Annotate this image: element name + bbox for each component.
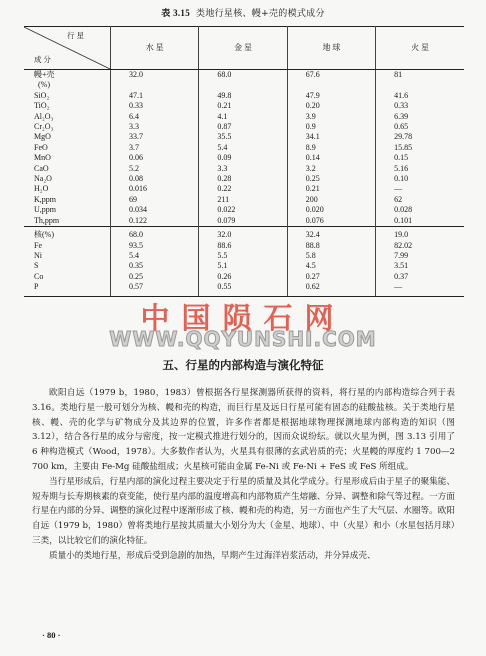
table-cell: 0.09 <box>199 153 287 163</box>
row-label <box>24 122 111 132</box>
row-label-text: SiO₂ <box>34 90 50 100</box>
table-caption <box>0 6 486 19</box>
table-cell: 0.016 <box>111 184 199 194</box>
table-row <box>24 132 464 142</box>
table-cell: 34.1 <box>287 132 375 142</box>
table-cell: — <box>376 282 464 296</box>
row-label-text: CaO <box>34 163 49 173</box>
table-row <box>24 184 464 194</box>
row-label-text: MgO <box>34 132 51 142</box>
table-cell: 0.028 <box>394 205 413 215</box>
table-cell: 67.6 <box>287 70 375 91</box>
table-row <box>24 101 464 111</box>
table-cell: 0.22 <box>199 184 287 194</box>
table-cell: 41.6 <box>394 90 409 100</box>
row-label <box>24 205 111 215</box>
table-row <box>24 251 464 261</box>
table-row <box>24 282 464 296</box>
row-label-text: MnO <box>34 153 51 163</box>
row-label <box>24 153 111 163</box>
row-label-text: Fe <box>34 240 42 250</box>
table-cell: 3.2 <box>287 164 375 174</box>
row-label <box>24 227 111 241</box>
table-corner-header <box>24 27 111 70</box>
row-label <box>24 70 111 91</box>
table-cell: 82.02 <box>394 240 413 250</box>
row-label <box>24 91 111 101</box>
table-cell: 5.1 <box>199 261 287 271</box>
table-cell: 0.33 <box>111 101 199 111</box>
core-section <box>24 227 464 296</box>
table-row <box>24 70 464 91</box>
table-cell: 3.51 <box>394 261 409 271</box>
table-row <box>24 164 464 174</box>
table-cell: 4.1 <box>199 112 287 122</box>
table-cell: 0.21 <box>199 101 287 111</box>
table-row <box>24 174 464 184</box>
row-label-text: Na₂O <box>34 174 52 184</box>
table-cell: 200 <box>287 195 375 205</box>
table-row <box>24 153 464 163</box>
table-cell: 0.08 <box>111 174 199 184</box>
table-row <box>24 122 464 132</box>
row-label-text: FeO <box>34 142 48 152</box>
paragraph: 欧阳自远（1979 b，1980，1983）曾根据各行星探测器所获得的资料，将行星的内部构造综合列于表 3.16。类地行星一般可划分为核、幔和壳的构造，而巨行星及远日行星可能有固态的硅酸盐核。关于类地行星核、幔、壳的化学与矿物成分及其边界的位置，许多作者都是根据地球物理探测地球内部构造的知识（图 3.12），结合各行星的成分与密度，按一定模式推进行划分的，因而众说纷纭。就以火星为例，图 3.13 引用了 6 种构造模式（Wood，1978）。大多数作者认为，火星具有很薄的玄武岩质的壳；火星幔的厚度约 1 700—2 700 km，主要由 Fe-Mg 硅酸盐组成；火星核可能由金属 Fe-Ni 或 Fe-Ni + FeS 或 FeS 所组成。 <box>32 388 455 472</box>
table-cell: 0.57 <box>111 282 199 296</box>
table-cell: 5.5 <box>199 251 287 261</box>
table-cell: 0.87 <box>199 122 287 132</box>
table-cell: 32.0 <box>199 227 287 241</box>
watermark-url: WWW.QQYUNSHI.COM <box>109 327 377 351</box>
row-label <box>24 241 111 251</box>
table-cell: 0.122 <box>111 216 199 227</box>
row-label <box>24 184 111 194</box>
table-cell: 32.0 <box>111 70 199 91</box>
page-number: · 80 · <box>42 630 61 640</box>
table-cell: 32.4 <box>287 227 375 241</box>
table-cell: 0.37 <box>394 271 409 281</box>
table-row <box>24 261 464 271</box>
table-cell: 0.25 <box>111 272 199 282</box>
table-cell: 0.034 <box>111 205 199 215</box>
table-cell: 68.0 <box>199 70 287 91</box>
table-cell: 7.99 <box>394 250 409 260</box>
table-cell: 3.3 <box>199 164 287 174</box>
column-header-mars: 火 星 <box>376 27 464 70</box>
table-cell: 3.3 <box>111 122 199 132</box>
row-label <box>24 164 111 174</box>
table-cell: 88.8 <box>287 241 375 251</box>
row-label-text: P <box>34 282 39 292</box>
section-heading: 五、行星的内部构造与演化特征 <box>162 358 324 372</box>
table-cell: 47.9 <box>287 91 375 101</box>
row-label <box>24 174 111 184</box>
table-cell: 4.5 <box>287 261 375 271</box>
table-cell: 211 <box>199 195 287 205</box>
paragraph: 当行星形成后，行星内部的演化过程主要决定于行星的质量及其化学成分。行星形成后由于星子的聚集能、短寿期与长寿期核素的衰变能，使行星内部的温度增高和内部物质产生熔融、分异、调整和除气等过程。一方面行星在内部的分异、调整的演化过程中逐渐形成了核、幔和壳的构造，另一方面也产生了大气层、水圈等。欧阳自远（1979 b，1980）曾将类地行星按其质量大小划分为大（金星、地球）、中（火星）和小（水星包括月球）三类，以比较它们的演化特征。 <box>32 476 455 546</box>
table-cell: 6.39 <box>394 111 409 121</box>
table-cell: 5.8 <box>287 251 375 261</box>
watermark-logo-text: 中国陨石网 <box>140 301 346 335</box>
table-cell: 0.21 <box>287 184 375 194</box>
composition-table-wrapper <box>24 26 464 297</box>
row-label-text: S <box>34 261 39 271</box>
table-row <box>24 272 464 282</box>
table-cell: 88.6 <box>199 241 287 251</box>
row-label-text: Al₂O₃ <box>34 111 54 121</box>
table-cell: 3.7 <box>111 143 199 153</box>
row-label-text: TiO₂ <box>34 101 50 111</box>
row-label-text: Co <box>34 271 44 281</box>
row-label <box>24 132 111 142</box>
header-planet-label: 行 星 <box>67 31 84 40</box>
row-label-text: Th,ppm <box>34 215 60 225</box>
table-cell: 19.0 <box>376 227 464 241</box>
row-label <box>24 261 111 271</box>
table-title: 类地行星核、幔+売的模式成分 <box>196 9 325 19</box>
row-label <box>24 143 111 153</box>
table-cell: 0.25 <box>287 174 375 184</box>
column-header-mercury: 水 星 <box>111 27 199 70</box>
row-label <box>24 112 111 122</box>
table-cell: 33.7 <box>111 132 199 142</box>
mantle-crust-section <box>24 70 464 227</box>
row-label-text: Cr₂O₃ <box>34 122 54 132</box>
table-row <box>24 241 464 251</box>
row-label-text: Ni <box>34 250 42 260</box>
table-cell: 5.16 <box>394 163 409 173</box>
table-row <box>24 91 464 101</box>
row-label-text: K,ppm <box>34 194 56 204</box>
composition-table <box>24 26 464 297</box>
table-row <box>24 227 464 241</box>
row-label-text: U,ppm <box>34 205 56 215</box>
table-cell: 0.10 <box>394 174 409 184</box>
table-cell: 0.28 <box>199 174 287 184</box>
table-cell: 29.78 <box>394 132 413 142</box>
table-cell: 0.06 <box>111 153 199 163</box>
row-label <box>24 195 111 205</box>
table-cell: 93.5 <box>111 241 199 251</box>
table-cell: 0.33 <box>394 101 409 111</box>
table-cell: 68.0 <box>111 227 199 241</box>
table-cell: 0.35 <box>111 261 199 271</box>
table-cell: 5.4 <box>199 143 287 153</box>
table-row <box>24 205 464 215</box>
row-label <box>24 272 111 282</box>
table-cell: 81 <box>394 70 403 79</box>
body-text <box>32 386 455 564</box>
table-cell: 62 <box>394 194 403 204</box>
table-row <box>24 143 464 153</box>
table-cell: 6.4 <box>111 112 199 122</box>
row-label-unit: (%) <box>38 80 50 90</box>
table-cell: 0.20 <box>287 101 375 111</box>
table-cell: 3.9 <box>287 112 375 122</box>
paragraph: 质量小的类地行星，形成后受到急剧的加热，早期产生过海洋岩浆活动，并分异成壳、 <box>49 550 376 561</box>
table-cell: 0.9 <box>287 122 375 132</box>
table-cell: — <box>394 184 403 194</box>
table-row <box>24 216 464 227</box>
table-cell: 0.020 <box>287 205 375 215</box>
table-cell: 0.022 <box>199 205 287 215</box>
row-label-text: H₂O <box>34 184 49 194</box>
table-cell: 0.14 <box>287 153 375 163</box>
table-cell: 15.85 <box>394 142 413 152</box>
table-cell: 0.27 <box>287 272 375 282</box>
table-cell: 8.9 <box>287 143 375 153</box>
row-label-text: 核(%) <box>34 230 54 240</box>
table-row <box>24 112 464 122</box>
table-cell: 69 <box>111 195 199 205</box>
table-cell: 0.65 <box>394 122 409 132</box>
table-cell: 0.15 <box>394 153 409 163</box>
column-header-earth: 地 球 <box>287 27 375 70</box>
row-label-text: 幔+壳 <box>34 70 55 79</box>
table-cell: 0.62 <box>287 282 375 296</box>
table-cell: 0.55 <box>199 282 287 296</box>
table-cell: 0.101 <box>394 215 413 225</box>
column-header-venus: 金 星 <box>199 27 287 70</box>
table-cell: 0.079 <box>199 216 287 227</box>
row-label <box>24 101 111 111</box>
table-cell: 49.8 <box>199 91 287 101</box>
table-cell: 47.1 <box>111 91 199 101</box>
table-cell: 5.4 <box>111 251 199 261</box>
header-component-label: 成 分 <box>34 54 51 64</box>
row-label <box>24 216 111 227</box>
row-label <box>24 251 111 261</box>
table-row <box>24 195 464 205</box>
table-cell: 5.2 <box>111 164 199 174</box>
table-cell: 0.076 <box>287 216 375 227</box>
row-label <box>24 282 111 296</box>
table-cell: 35.5 <box>199 132 287 142</box>
table-number: 表 3.15 <box>161 8 191 18</box>
table-cell: 0.26 <box>199 272 287 282</box>
